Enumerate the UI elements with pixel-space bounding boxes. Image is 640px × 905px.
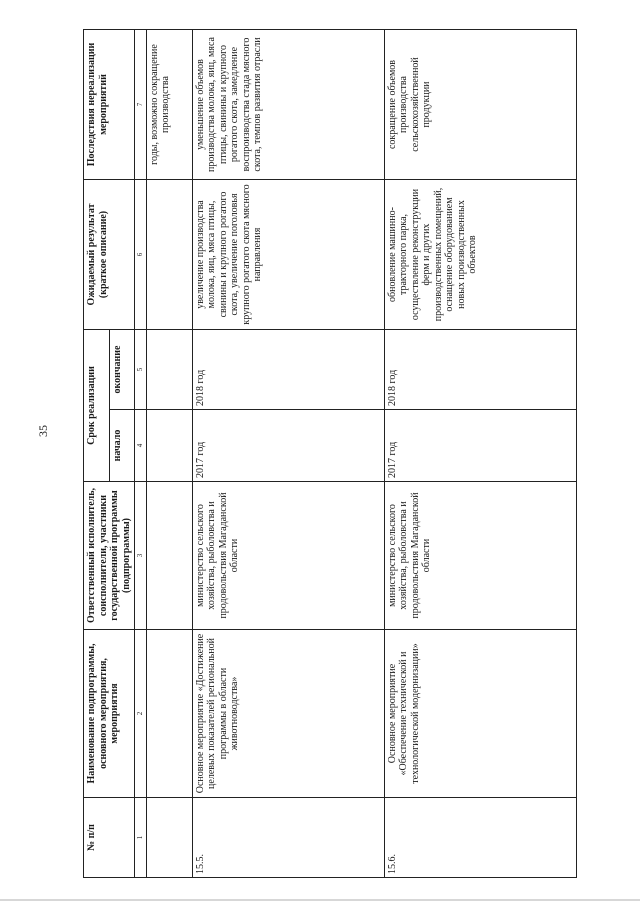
column-number: 2: [135, 630, 147, 798]
row-end: 2018 год: [192, 330, 384, 410]
scan-edge-line: [0, 899, 640, 901]
column-number-row: [135, 30, 147, 878]
header-executor: Ответственный исполнитель, соисполнители, участники государственной программы (подпрограммы): [84, 482, 135, 630]
row-name: Основное мероприятие «Обеспечение технической и технологической модернизации»: [384, 630, 576, 798]
table-header: [84, 30, 135, 878]
carryover-row: [146, 30, 192, 878]
header-consequences: Последствия нереализации мероприятий: [84, 30, 135, 180]
carryover-cell: [146, 410, 192, 482]
rotated-table-container: [83, 30, 559, 878]
carryover-consequences: годы, возможно сокращение производства: [146, 30, 192, 180]
column-number: 1: [135, 798, 147, 878]
carryover-cell: [146, 798, 192, 878]
row-consequences: уменьшение объемов производства молока, яиц, мяса птицы, свинины и крупного рогатого скота, замедление воспроизводства стада мясного скота, темпов развития отрасли: [192, 30, 384, 180]
column-number: 3: [135, 482, 147, 630]
page-number: 35: [36, 425, 50, 437]
column-number: 6: [135, 180, 147, 330]
header-name: Наименование подпрограммы, основного мероприятия, мероприятия: [84, 630, 135, 798]
column-number: 7: [135, 30, 147, 180]
carryover-cell: [146, 330, 192, 410]
carryover-cell: [146, 180, 192, 330]
row-result: увеличение производства молока, яиц, мяса птицы, свинины и крупного рогатого скота, увеличение поголовья крупного рогатого скота мясного направления: [192, 180, 384, 330]
row-start: 2017 год: [384, 410, 576, 482]
row-num: 15.6.: [384, 798, 576, 878]
column-number: 4: [135, 410, 147, 482]
row-start: 2017 год: [192, 410, 384, 482]
row-name: Основное мероприятие «Достижение целевых показателей региональной программы в области животноводства»: [192, 630, 384, 798]
row-num: 15.5.: [192, 798, 384, 878]
row-executor: министерство сельского хозяйства, рыболовства и продовольствия Магаданской области: [192, 482, 384, 630]
header-term: Срок реализации: [84, 330, 110, 482]
carryover-cell: [146, 482, 192, 630]
activities-table: [83, 29, 577, 878]
row-result: обновление машинно-тракторного парка, осуществление реконструкции ферм и других производственных помещений, оснащение оборудованием новых производственных объектов: [384, 180, 576, 330]
row-consequences: сокращение объемов производства сельскохозяйственной продукции: [384, 30, 576, 180]
table-row: [384, 30, 576, 878]
row-executor: министерство сельского хозяйства, рыболовства и продовольствия Магаданской области: [384, 482, 576, 630]
header-row: [84, 30, 110, 878]
column-number: 5: [135, 330, 147, 410]
header-result: Ожидаемый результат (краткое описание): [84, 180, 135, 330]
header-start: начало: [109, 410, 135, 482]
table-row: [192, 30, 384, 878]
header-end: окончание: [109, 330, 135, 410]
carryover-cell: [146, 630, 192, 798]
header-num: № п/п: [84, 798, 135, 878]
row-end: 2018 год: [384, 330, 576, 410]
